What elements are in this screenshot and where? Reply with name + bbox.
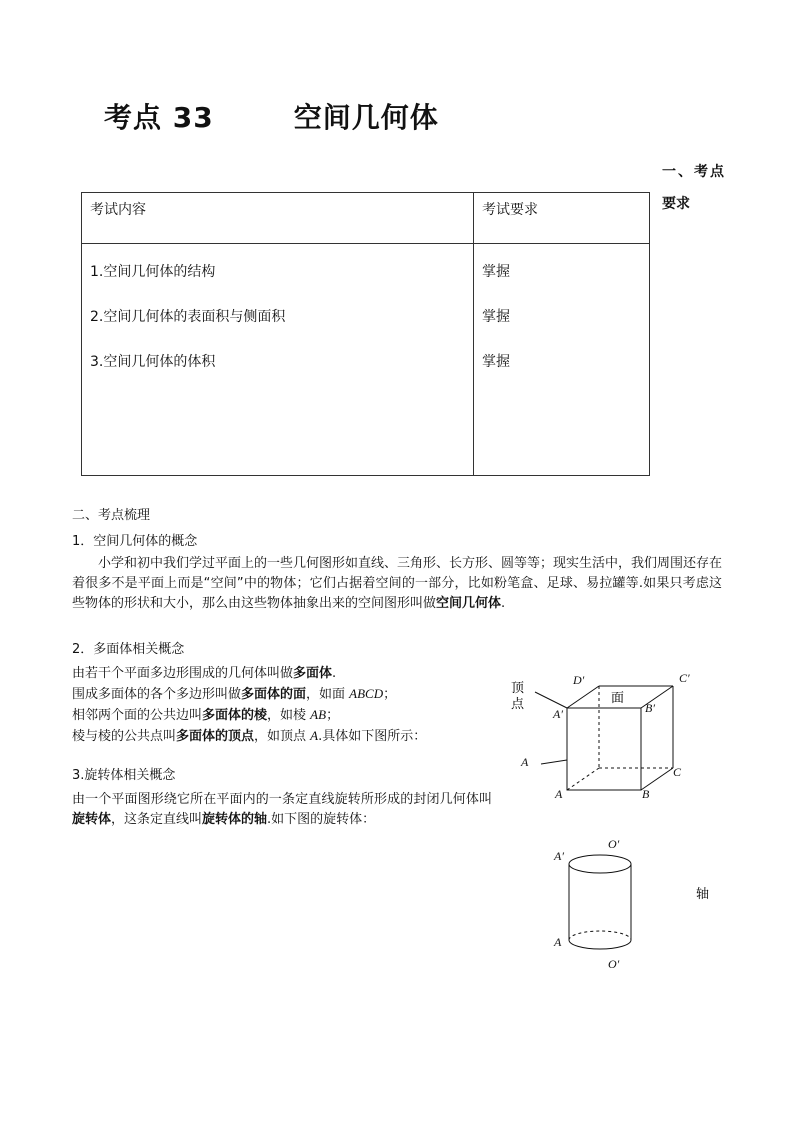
- table-header-row: [82, 193, 650, 244]
- s2-line4: 棱与棱的公共点叫多面体的顶点，如顶点 A.具体如下图所示：: [72, 728, 427, 744]
- table-row: 掌握: [482, 309, 510, 325]
- requirement-cell: [474, 244, 650, 476]
- cube-front-face: [567, 708, 641, 790]
- content-cell: [82, 244, 474, 476]
- label-A1: A′: [554, 849, 564, 863]
- face-label: 面: [611, 691, 625, 706]
- label-C: C: [673, 765, 682, 779]
- section1-heading: 一、考点要求: [662, 164, 724, 212]
- label-A: A: [554, 935, 562, 949]
- s1-title: 1．空间几何体的概念: [72, 534, 198, 549]
- header-requirement: 考试要求: [474, 193, 650, 244]
- label-B: B: [642, 787, 650, 801]
- table-row: 掌握: [482, 264, 510, 280]
- s2-paragraph: [72, 664, 492, 747]
- vertex-label-2: 点: [511, 697, 525, 712]
- s2-title: 2．多面体相关概念: [72, 642, 185, 657]
- label-O: O′: [608, 957, 620, 971]
- label-A1: A′: [553, 707, 563, 721]
- label-B1: B′: [645, 701, 655, 715]
- title-sub: 空间几何体: [293, 101, 439, 134]
- table-row: 3.空间几何体的体积: [90, 354, 216, 370]
- vertex-label-1: 顶: [511, 681, 525, 696]
- cylinder-figure: [548, 836, 728, 972]
- header-content: 考试内容: [82, 193, 474, 244]
- label-C1: C′: [679, 671, 690, 685]
- s1-term: 空间几何体: [436, 596, 502, 611]
- edge-pointer: [541, 760, 567, 764]
- s1-paragraph: [72, 554, 722, 614]
- label-O1: O′: [608, 837, 620, 851]
- s2-line1: 由若干个平面多边形围成的几何体叫做多面体.: [72, 666, 337, 681]
- label-A-side: A: [521, 755, 529, 769]
- cylinder-bottom-front: [569, 940, 631, 949]
- table-row: 2.空间几何体的表面积与侧面积: [90, 309, 286, 325]
- s3-paragraph: 由一个平面图形绕它所在平面内的一条定直线旋转所形成的封闭几何体叫旋转体，这条定直线叫旋转体的轴.如下图的旋转体：: [72, 792, 492, 827]
- label-D1: D′: [573, 673, 585, 687]
- cylinder-bottom-back: [569, 931, 631, 940]
- s2-line3: 相邻两个面的公共边叫多面体的棱，如棱 AB；: [72, 707, 340, 723]
- cube-figure: [505, 670, 705, 810]
- s3-title: 3.旋转体相关概念: [72, 768, 176, 783]
- s1-text: 小学和初中我们学过平面上的一些几何图形如直线、三角形、长方形、圆等等；现实生活中，我们周围还存在着很多不是平面上而是“空间”中的物体；它们占据着空间的一部分，比如粉笔盒、足球、易拉罐等.如果只考虑这些物体的形状和大小，那么由这些物体抽象出来的空间图形叫做: [72, 556, 723, 611]
- vertex-pointer: [535, 692, 567, 708]
- title-main: 考点 33: [104, 101, 214, 134]
- s2-line2: 围成多面体的各个多边形叫做多面体的面，如面 ABCD；: [72, 686, 397, 702]
- table-row: 1.空间几何体的结构: [90, 264, 216, 280]
- table-row: 掌握: [482, 354, 510, 370]
- cylinder-top: [569, 855, 631, 873]
- table-body-row: [82, 244, 650, 476]
- axis-label: 轴: [696, 887, 710, 902]
- requirements-table: [81, 192, 650, 476]
- section2-title: 二、考点梳理: [72, 508, 151, 523]
- s1-end: .: [501, 596, 506, 611]
- page-title: [104, 96, 439, 136]
- label-A: A: [555, 787, 563, 801]
